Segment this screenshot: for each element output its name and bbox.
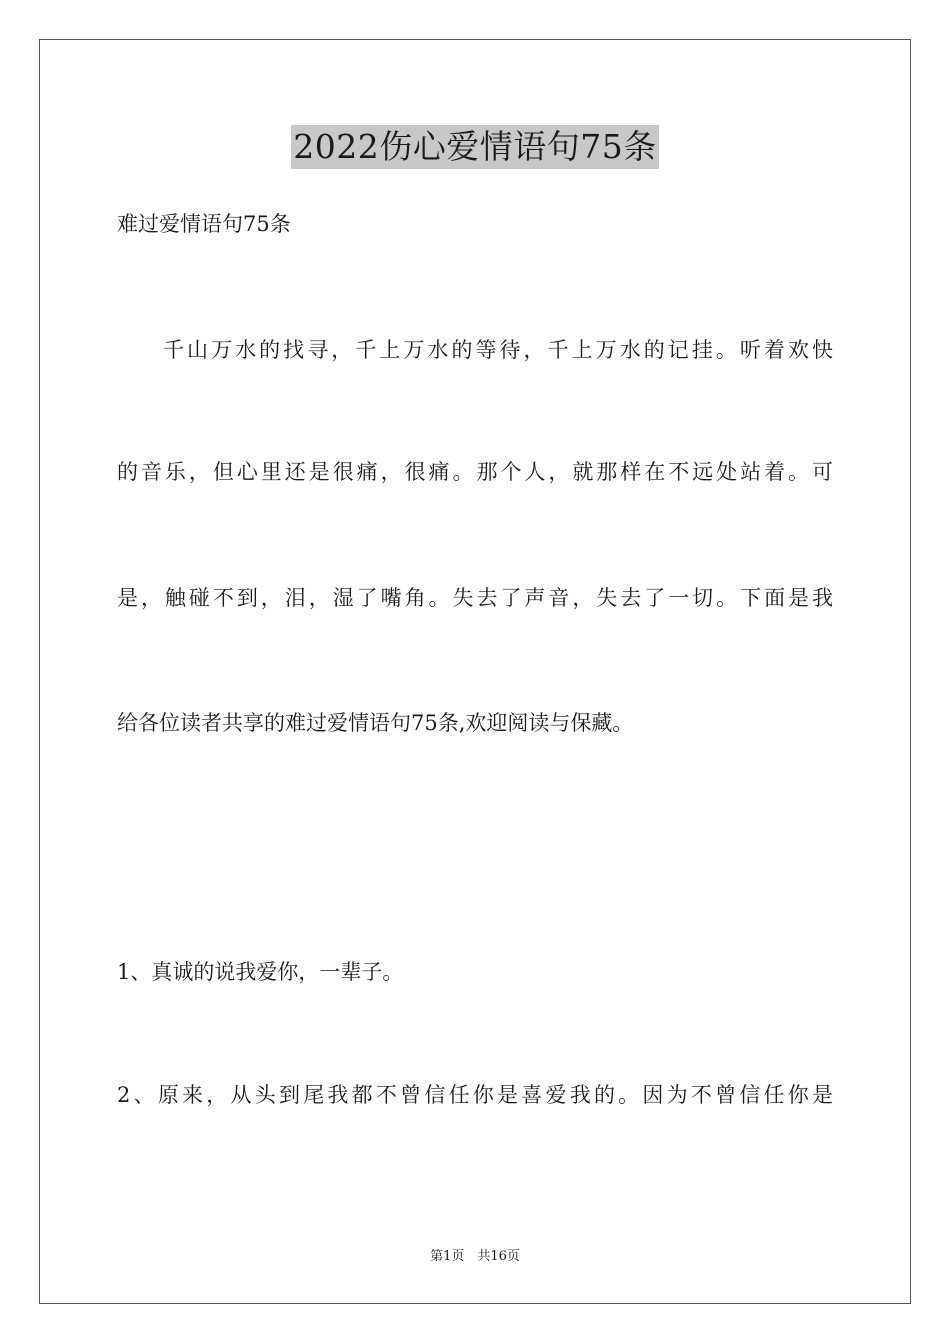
page-number: 第1页 共16页	[430, 1249, 520, 1264]
paragraph-line-3: 是，触碰不到，泪，湿了嘴角。失去了声音，失去了一切。下面是我	[117, 586, 833, 610]
title-container	[0, 125, 950, 169]
document-subtitle: 难过爱情语句75条	[117, 212, 291, 236]
list-item-2: 2、原来，从头到尾我都不曾信任你是喜爱我的。因为不曾信任你是	[117, 1083, 833, 1107]
paragraph-line-4: 给各位读者共享的难过爱情语句75条,欢迎阅读与保藏。	[117, 711, 634, 735]
document-title: 2022伤心爱情语句75条	[291, 125, 658, 169]
list-item-1: 1、真诚的说我爱你，一辈子。	[117, 960, 404, 984]
paragraph-line-2: 的音乐，但心里还是很痛，很痛。那个人，就那样在不远处站着。可	[117, 460, 833, 484]
paragraph-line-1: 千山万水的找寻，千上万水的等待，千上万水的记挂。听着欢快	[163, 338, 833, 362]
